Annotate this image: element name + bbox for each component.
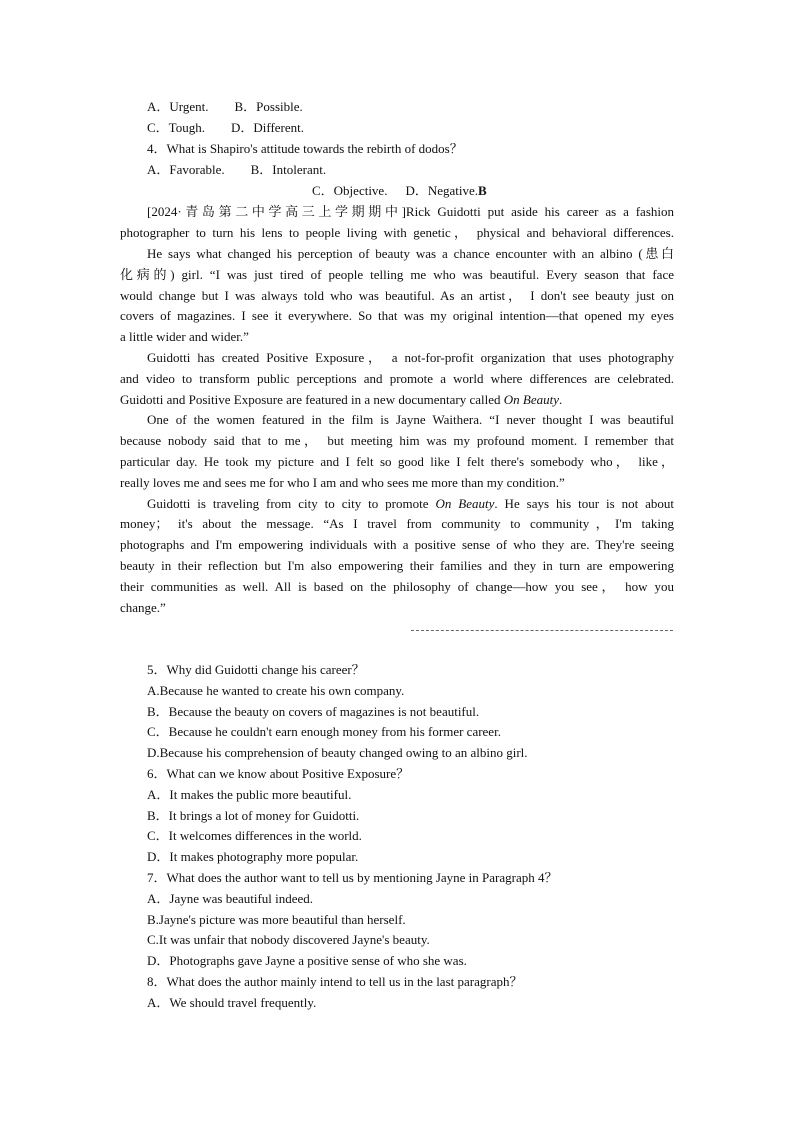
passage-p5-line-1 bbox=[147, 494, 674, 515]
documentary-title: On Beauty bbox=[503, 392, 559, 407]
q8-option-a: A．We should travel frequently. bbox=[147, 995, 317, 1010]
passage-p3-end: . bbox=[558, 392, 563, 407]
passage-p2-line-4: covers of magazines. I see it everywhere. So that was my original intention—that opened my eyes bbox=[120, 308, 674, 323]
passage-p5-line-1-post: . He says his tour is not about bbox=[494, 496, 675, 511]
q7-option-d: D．Photographs gave Jayne a positive sense of who she was. bbox=[147, 953, 467, 968]
passage-p3-line-3 bbox=[120, 390, 674, 411]
q4-option-d: D．Negative. bbox=[405, 183, 479, 198]
passage-p4-line-1: One of the women featured in the film is Jayne Waithera. “I never thought I was beautiful bbox=[147, 412, 674, 427]
q4-answer: B bbox=[478, 183, 487, 198]
passage-p2-line-3: would change but I was always told who was beautiful. As an artist， I don't see beauty just on bbox=[120, 288, 674, 303]
passage-p2-line-2: 化病的) girl. “I was just tired of people telling me who was beautiful. Every season that face bbox=[120, 267, 674, 282]
passage-p4-line-2: because nobody said that to me， but meeting him was my profound moment. I remember that bbox=[120, 433, 674, 448]
passage-p5-line-5: their communities as well. All is based on the philosophy of change—how you see， how you bbox=[120, 579, 674, 594]
passage-p5-line-3: photographs and I'm empowering individuals with a positive sense of who they are. They're seeing bbox=[120, 537, 674, 552]
passage-p3-line-2: and video to transform public perceptions and promote a world where differences are celebrated. bbox=[120, 371, 674, 386]
q7-option-c: C.It was unfair that nobody discovered Jayne's beauty. bbox=[147, 932, 430, 947]
q7-option-b: B.Jayne's picture was more beautiful than herself. bbox=[147, 912, 406, 927]
q5-stem: 5．Why did Guidotti change his career？ bbox=[147, 662, 365, 677]
q4-stem: 4．What is Shapiro's attitude towards the rebirth of dodos？ bbox=[147, 141, 463, 156]
q5-option-b: B．Because the beauty on covers of magazines is not beautiful. bbox=[147, 704, 480, 719]
q5-option-a: A.Because he wanted to create his own company. bbox=[147, 683, 405, 698]
passage-p2-line-5: a little wider and wider.” bbox=[120, 329, 249, 344]
q5-option-c: C．Because he couldn't earn enough money from his former career. bbox=[147, 724, 501, 739]
q3-options-row-1 bbox=[147, 97, 303, 118]
passage-p5-line-4: beauty in their reflection but I'm also empowering their families and they in turn are empowering bbox=[120, 558, 674, 573]
q3-option-b: B．Possible. bbox=[234, 99, 303, 114]
passage-p2-line-1: He says what changed his perception of beauty was a chance encounter with an albino (患白 bbox=[147, 246, 674, 261]
q6-stem: 6．What can we know about Positive Exposure？ bbox=[147, 766, 410, 781]
q4-options-row-2 bbox=[312, 181, 487, 202]
section-divider bbox=[411, 630, 673, 631]
q3-options-row-2 bbox=[147, 118, 304, 139]
passage-p4-line-3: particular day. He took my picture and I felt so good like I felt there's somebody who， like， bbox=[120, 454, 674, 469]
q3-option-a: A．Urgent. bbox=[147, 99, 209, 114]
q6-option-d: D．It makes photography more popular. bbox=[147, 849, 359, 864]
q3-option-c: C．Tough. bbox=[147, 120, 205, 135]
q8-stem: 8．What does the author mainly intend to tell us in the last paragraph？ bbox=[147, 974, 523, 989]
passage-p3-line-3-text: Guidotti and Positive Exposure are featured in a new documentary called bbox=[120, 392, 504, 407]
q4-option-c: C．Objective. bbox=[312, 183, 388, 198]
passage-p1-line-2: photographer to turn his lens to people living with genetic， physical and behavioral differences. bbox=[120, 225, 674, 240]
q7-stem: 7．What does the author want to tell us by mentioning Jayne in Paragraph 4？ bbox=[147, 870, 558, 885]
passage-p5-line-1-pre: Guidotti is traveling from city to city to promote bbox=[147, 496, 436, 511]
q6-option-a: A．It makes the public more beautiful. bbox=[147, 787, 352, 802]
passage-p4-line-4: really loves me and sees me for who I am and who sees me more than my condition.” bbox=[120, 475, 565, 490]
q4-options-row-1 bbox=[147, 160, 326, 181]
q6-option-b: B．It brings a lot of money for Guidotti. bbox=[147, 808, 360, 823]
q5-option-d: D.Because his comprehension of beauty changed owing to an albino girl. bbox=[147, 745, 528, 760]
passage-p3-line-1: Guidotti has created Positive Exposure， a not-for-profit organization that uses photography bbox=[147, 350, 674, 365]
passage-p5-line-6: change.” bbox=[120, 600, 166, 615]
q6-option-c: C．It welcomes differences in the world. bbox=[147, 828, 362, 843]
q4-option-b: B．Intolerant. bbox=[250, 162, 327, 177]
q7-option-a: A．Jayne was beautiful indeed. bbox=[147, 891, 314, 906]
q4-option-a: A．Favorable. bbox=[147, 162, 225, 177]
documentary-title-2: On Beauty bbox=[435, 496, 495, 511]
q3-option-d: D．Different. bbox=[230, 120, 305, 135]
passage-source-line: [2024·青岛第二中学高三上学期期中]Rick Guidotti put aside his career as a fashion bbox=[147, 204, 674, 219]
passage-p5-line-2: money； it's about the message. “As I travel from community to community，I'm taking bbox=[120, 516, 674, 531]
